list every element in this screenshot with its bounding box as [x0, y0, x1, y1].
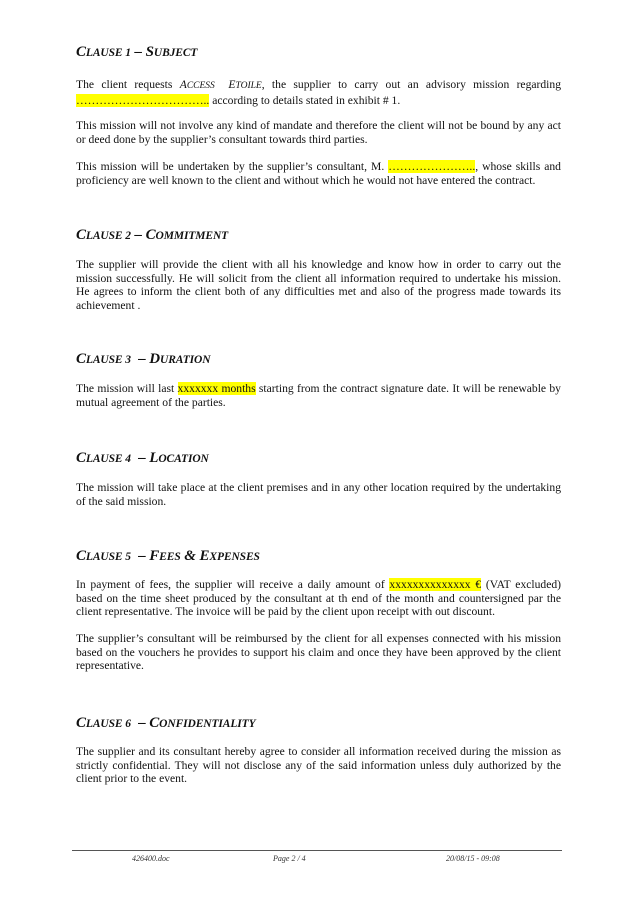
clause-3-paragraph-1: The mission will last xxxxxxx months starting from the contract signature date. It will be renewable by mutual agreement of the parties. [76, 382, 561, 409]
clause-2-heading: CLAUSE 2 – COMMITMENT [76, 227, 229, 243]
clause-1-paragraph-2: This mission will not involve any kind of mandate and therefore the client will not be bound by any act or deed done by the supplier’s consultant towards third parties. [76, 119, 561, 146]
clause-5-heading: CLAUSE 5 – FEES & EXPENSES [76, 548, 260, 564]
placeholder-duration: xxxxxxx months [177, 382, 256, 395]
clause-4-paragraph-1: The mission will take place at the client premises and in any other location required by the undertaking of the said mission. [76, 481, 561, 508]
placeholder-subject: …………………………….. [76, 93, 210, 107]
clause-5-paragraph-1: In payment of fees, the supplier will receive a daily amount of xxxxxxxxxxxxxx € (VAT excluded) based on the time sheet produced by the consultant at th end of the month and countersigned par the client representative. The invoice will be paid by the client upon receipt with out discount. [76, 578, 562, 619]
brand-name: ACCESS ETOILE [179, 78, 262, 91]
footer-page-number: Page 2 / 4 [273, 854, 306, 863]
footer-filename: 426400.doc [132, 854, 170, 863]
clause-4-heading: CLAUSE 4 – LOCATION [76, 450, 209, 466]
clause-1-paragraph-3: This mission will be undertaken by the supplier’s consultant, M. ………………….., whose skills and proficiency are well known to the client and without which he would not have entered the contract. [76, 160, 561, 187]
clause-6-heading: CLAUSE 6 – CONFIDENTIALITY [76, 715, 256, 731]
clause-5-paragraph-2: The supplier’s consultant will be reimbursed by the client for all expenses connected with his mission based on the vouchers he provides to support his claim and once they have been approved by the client representative. [76, 632, 561, 673]
clause-1-heading: CLAUSE 1 – SUBJECT [76, 44, 198, 60]
clause-1-paragraph-1: The client requests ACCESS ETOILE, the supplier to carry out an advisory mission regarding …………………………….. according to details stated in exhibit # 1. [76, 78, 561, 107]
placeholder-daily-amount: xxxxxxxxxxxxxx € [389, 578, 482, 591]
clause-3-heading: CLAUSE 3 – DURATION [76, 351, 211, 367]
footer-divider [72, 850, 562, 851]
footer-datetime: 20/08/15 - 09:08 [446, 854, 500, 863]
clause-2-paragraph-1: The supplier will provide the client with all his knowledge and know how in order to carry out the mission successfully. He will solicit from the client all information required to undertake his mission. He agrees to inform the client both of any difficulties met and also of the progress made towards its achievement . [76, 258, 561, 312]
clause-6-paragraph-1: The supplier and its consultant hereby agree to consider all information received during the mission as strictly confidential. They will not disclose any of the said information unless duly authorized by the client prior to the event. [76, 745, 561, 786]
placeholder-consultant-name: ………………….. [388, 160, 476, 173]
